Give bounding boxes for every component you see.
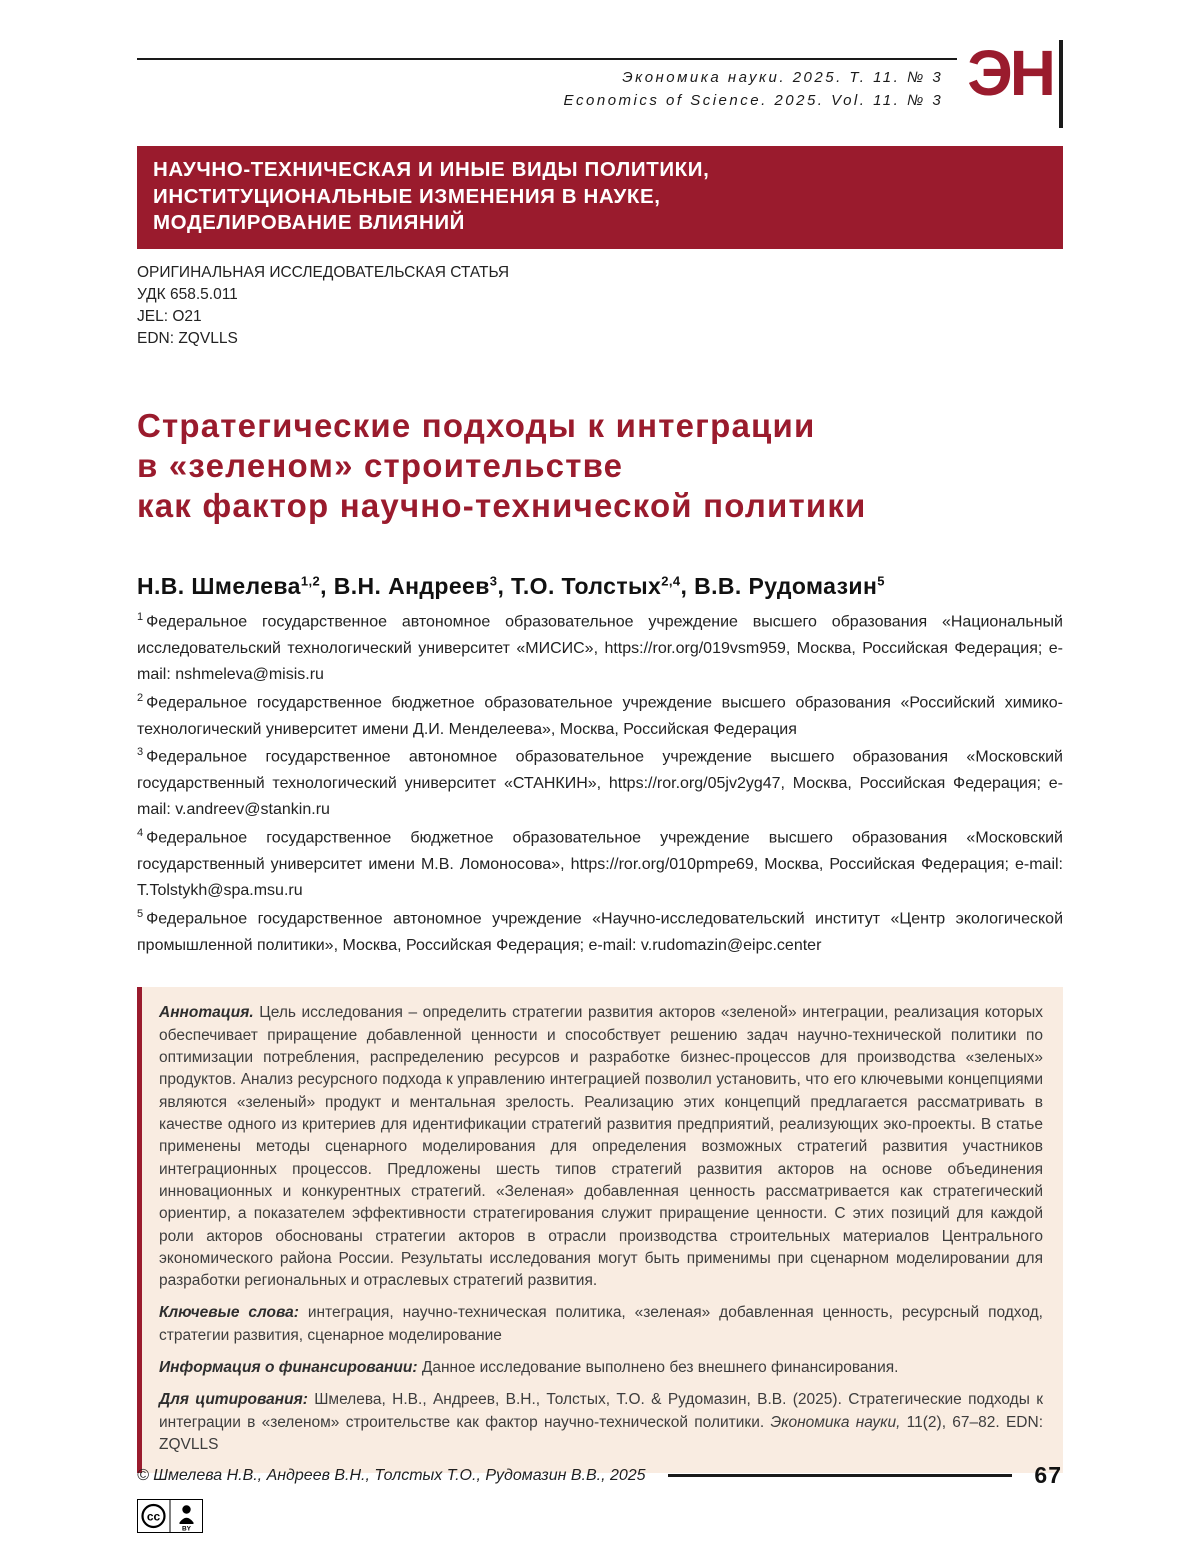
article-type: ОРИГИНАЛЬНАЯ ИССЛЕДОВАТЕЛЬСКАЯ СТАТЬЯ [137,263,510,281]
affiliations [137,608,1063,960]
page-footer [137,1462,1062,1533]
abstract-label: Аннотация. [159,1004,254,1022]
affiliation-number: 4 [137,827,144,840]
citation-text: Шмелева, Н.В., Андреев, В.Н., Толстых, Т.О. & Рудомазин, В.В. (2025). Стратегические подходы к интеграции в «зеленом» строительстве как фактор научно-технической политики. [159,1391,1043,1431]
logo-divider [1059,40,1063,128]
author-affiliation-sup: 5 [877,573,885,589]
footer-row [137,1462,1062,1489]
affiliation [137,689,1063,743]
jel-code: JEL: O21 [137,307,202,325]
funding-text: Данное исследование выполнено без внешнего финансирования. [421,1359,899,1377]
affiliation-number: 1 [137,610,144,623]
author-separator: , [320,572,334,599]
affiliation [137,743,1063,824]
affiliation [137,824,1063,905]
citation-label: Для цитирования: [159,1391,308,1409]
keywords-text: интеграция, научно-техническая политика, «зеленая» добавленная ценность, ресурсный подход, стратегии развития, сценарное моделирование [159,1304,1043,1344]
edn-code: EDN: ZQVLLS [137,329,238,347]
cc-glyph: cc [146,1509,161,1524]
author-affiliation-sup: 1,2 [300,573,321,589]
header-rule [137,58,957,60]
article-title: Стратегические подходы к интеграции в «зеленом» строительстве как фактор научно-технической политики [137,406,867,525]
article-meta [137,262,1063,350]
affiliation-text: Федеральное государственное автономное образовательное учреждение высшего образования «Московский государственный технологический университет «СТАНКИН», https://ror.org/05jv2yg47, Москва, Российская Федерация; e-mail: v.andreev@stankin.ru [137,748,1063,819]
journal-title-ru: Экономика науки. 2025. Т. 11. № 3 [622,69,944,86]
author-separator: , [497,572,512,599]
keywords-paragraph [159,1302,1043,1347]
affiliation-text: Федеральное государственное автономное образовательное учреждение высшего образования «Национальный исследовательский технологический университет «МИСИС», https://ror.org/019vsm959, Москва, Российская Федерация; e-mail: nshmeleva@misis.ru [137,613,1063,684]
author-name-text: В.Н. Андреев [333,572,490,599]
author-name-text: В.В. Рудомазин [694,572,878,599]
author-name-text: Т.О. Толстых [511,572,662,599]
abstract-text: Цель исследования – определить стратегии развития акторов «зеленой» интеграции, реализация которых обеспечивает приращение добавленной ценности и способствует решению задач научно-технической политики по оптимизации потребления, распределению ресурсов и разработке бизнес-процессов для производства «зеленых» продуктов. Анализ ресурсного подхода к управлению интеграцией позволил установить, что его ключевыми концепциями являются «зеленый» продукт и ментальная зрелость. Реализацию этих концепций предлагается рассматривать в качестве одного из критериев для идентификации стратегий развития предприятий, реализующих эко-проекты. В статье применены методы сценарного моделирования для определения возможных стратегий развития участников интеграционных процессов. Предложены шесть типов стратегий развития акторов на основе объединения инновационных и конкурентных стратегий. «Зеленая» добавленная ценность рассматривается как стратегический ориентир, а показателем эффективности стратегирования служит приращение ценности. С этих позиций для каждой роли акторов обоснованы стратегии акторов в отрасли производства строительных материалов Центрального экономического района России. Результаты исследования могут быть применимы при сценарном моделировании для разработки региональных и отраслевых стратегий развития. [159,1004,1043,1290]
journal-title-en: Economics of Science. 2025. Vol. 11. № 3 [563,91,944,109]
author-name [511,573,694,599]
author-name-text: Н.В. Шмелева [137,572,301,599]
section-banner: НАУЧНО-ТЕХНИЧЕСКАЯ И ИНЫЕ ВИДЫ ПОЛИТИКИ, ИНСТИТУЦИОНАЛЬНЫЕ ИЗМЕНЕНИЯ В НАУКЕ, МОДЕЛИРОВАНИЕ ВЛИЯНИЙ [137,146,1063,249]
affiliation-text: Федеральное государственное автономное учреждение «Научно-исследовательский институт «Центр экологической промышленной политики», Москва, Российская Федерация; e-mail: v.rudomazin@eipc.center [137,910,1063,954]
journal-logo [967,37,1063,128]
affiliation-number: 2 [137,691,144,704]
copyright-line: © Шмелева Н.В., Андреев В.Н., Толстых Т.О., Рудомазин В.В., 2025 [137,1466,646,1484]
keywords-label: Ключевые слова: [159,1304,299,1322]
by-glyph: BY [181,1525,192,1533]
citation-paragraph [159,1389,1043,1456]
author-name [334,573,511,599]
author-affiliation-sup: 3 [489,573,498,589]
journal-logo-text: ЭН [967,37,1053,109]
funding-label: Информация о финансировании: [159,1359,418,1377]
author-name [137,573,334,599]
affiliation-text: Федеральное государственное бюджетное образовательное учреждение высшего образования «Московский государственный университет имени М.В. Ломоносова», https://ror.org/010pmpe69, Москва, Российская Федерация; e-mail: T.Tolstykh@spa.msu.ru [137,829,1063,900]
journal-header-block [137,42,957,112]
affiliation-number: 5 [137,908,144,920]
citation-journal-name: Экономика науки, [770,1413,901,1431]
udc-code: УДК 658.5.011 [137,285,238,303]
cc-by-license-icon [137,1499,203,1533]
citation-pages: 11(2), 67–82. EDN: ZQVLLS [159,1413,1044,1454]
author-name [694,573,885,599]
page-header [137,0,1063,128]
affiliation [137,905,1063,959]
authors-line [137,573,1063,600]
funding-paragraph [159,1357,1043,1379]
abstract-paragraph [159,1002,1043,1292]
affiliation-number: 3 [137,746,144,759]
affiliation [137,608,1063,689]
author-separator: , [680,572,695,599]
page-number: 67 [1034,1462,1062,1488]
abstract-box [137,987,1063,1473]
footer-rule [668,1474,1013,1477]
author-affiliation-sup: 2,4 [661,573,681,589]
affiliation-text: Федеральное государственное бюджетное образовательное учреждение высшего образования «Российский химико-технологический университет имени Д.И. Менделеева», Москва, Российская Федерация [137,693,1063,738]
